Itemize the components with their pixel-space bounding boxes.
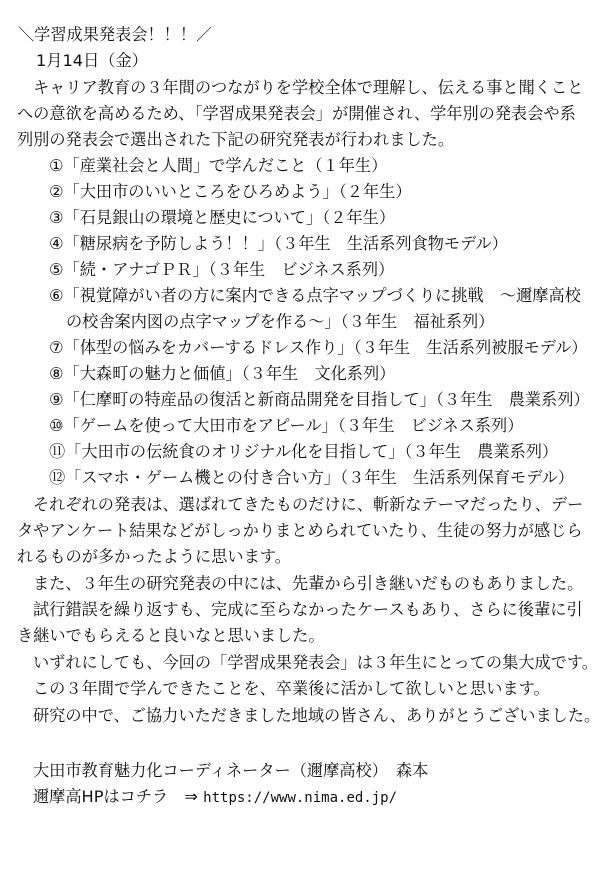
page-heading: ＼学習成果発表会！！！／ [18, 25, 213, 44]
presentation-item: ⑫「スマホ・ゲーム機との付き合い方」（３年生 生活系列保育モデル） [49, 468, 574, 487]
intro-line: への意欲を高めるため、「学習成果発表会」が開催され、学年別の発表会や系 [17, 104, 576, 123]
presentation-item: ⑥「視覚障がい者の方に案内できる点字マップづくりに挑戦 ～邇摩高校 [49, 286, 581, 305]
event-date: 1月14日（金） [36, 51, 148, 70]
intro-line: キャリア教育の３年間のつながりを学校全体で理解し、伝える事と聞くこと [33, 78, 584, 97]
presentation-item: ⑧「大森町の魅力と価値」（３年生 文化系列） [49, 364, 396, 383]
signature: 大田市教育魅力化コーディネーター（邇摩高校） 森本 [33, 761, 429, 780]
presentation-item: ④「糖尿病を予防しよう！！」（３年生 生活系列食物モデル） [49, 234, 508, 253]
presentation-item: ⑨「仁摩町の特産品の復活と新商品開発を目指して」（３年生 農業系列） [49, 390, 590, 409]
body-line: れるものが多かったように思います。 [17, 547, 291, 566]
body-line: き継いでもらえると良いなと思いました。 [17, 626, 325, 645]
presentation-item: ⑩「ゲームを使って大田市をアピール」（３年生 ビジネス系列） [49, 416, 524, 435]
homepage-line [33, 784, 397, 811]
homepage-label: 邇摩高HPはコチラ ⇒ [33, 787, 198, 806]
presentation-item: ⑪「大田市の伝統食のオリジナル化を目指して」（３年生 農業系列） [49, 442, 559, 461]
presentation-item-continued: の校舎案内図の点字マップを作る～」（３年生 福祉系列） [66, 312, 495, 331]
presentation-item: ⑦「体型の悩みをカバーするドレス作り」（３年生 生活系列被服モデル） [49, 338, 588, 357]
body-line: この３年間で学んできたことを、卒業後に活かして欲しいと思います。 [33, 679, 550, 698]
homepage-link[interactable]: https://www.nima.ed.jp/ [203, 790, 398, 806]
presentation-item: ⑤「続・アナゴＰＲ」（３年生 ビジネス系列） [49, 260, 395, 279]
presentation-item: ②「大田市のいいところをひろめよう」（２年生） [49, 182, 412, 201]
body-line: それぞれの発表は、選ばれてきたものだけに、斬新なテーマだったり、デー [33, 495, 584, 514]
body-line: 研究の中で、ご協力いただきました地域の皆さん、ありがとうございました。 [33, 706, 601, 725]
intro-line: 列別の発表会で選出された下記の研究発表が行われました。 [17, 130, 455, 149]
body-line: 試行錯誤を繰り返すも、完成に至らなかったケースもあり、さらに後輩に引 [33, 600, 583, 619]
presentation-item: ①「産業社会と人間」で学んだこと（１年生） [49, 156, 388, 175]
body-line: いずれにしても、今回の「学習成果発表会」は３年生にとっての集大成です。 [33, 653, 598, 672]
body-line: また、３年生の研究発表の中には、先輩から引き継いだものもありました。 [33, 574, 584, 593]
body-line: タやアンケート結果などがしっかりまとめられていたり、生徒の努力が感じら [17, 521, 583, 540]
presentation-item: ③「石見銀山の環境と歴史について」（２年生） [49, 208, 396, 227]
